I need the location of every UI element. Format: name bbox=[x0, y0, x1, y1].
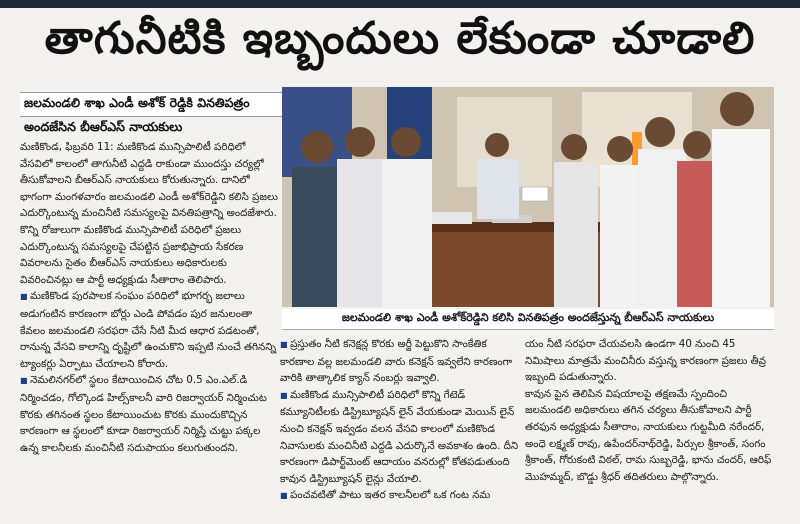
paragraph: ■ ప్రస్తుతం నీటి కనెక్షన్ల కొరకు అర్జీ పెట్టుకొని సాంకేతిక కారణాల వల్ల జలమండలి వారు కనెక్షన్ ఇవ్వలేని కారణంగా వారికి తాత్కాలిక క్యాన్ నంబర్లు ఇవ్వాలి. bbox=[280, 336, 522, 387]
article-column-3 bbox=[525, 336, 775, 521]
headline: తాగునీటికి ఇబ్బందులు లేకుండా చూడాలి bbox=[44, 13, 756, 64]
paragraph: ■ మణికొండ పురపాలక సంఘం పరిధిలో భూగర్భ జలాలు అడుగంటిన కారణంగా బోర్లు ఎండి పోవడం పుర జనులంతా కేవలం జలమండలి సరఫరా చేసే నీటి మీద ఆధార పడటంతో, రానున్న వేసవి కాలాన్ని దృష్టిలో ఉంచుకొని ఇప్పటి నుంచే తగినన్ని ట్యాంకర్లు ఏర్పాటు చేయాలని కోరారు. bbox=[20, 288, 278, 372]
subheading-2: అందజేసిన బీఆర్ఎస్ నాయకులు bbox=[24, 119, 183, 134]
photo-illustration bbox=[282, 87, 774, 307]
paragraph: కావున పైన తెలిపిన విషయాలపై తక్షణమే స్పందించి జలమండలి అధికారులు తగిన చర్యలు తీసుకోవాలని పార్టీ తరఫున అధ్యక్షుడు సీతారాం, నాయకులు గుట్టమీది నరేందర్, అంధె లక్ష్మణ్ రావు, ఉపేందర్‌నాథ్‌రెడ్డి, పిర్సుల శ్రీకాంత్, సంగం శ్రీకాంత్, గోరుకంటి విఠల్, రామ సుబ్బరెడ్డి, భాను చందర్, ఆరిఫ్ మొహమ్మద్, బొడ్డు శ్రీధర్ తదితరులు పాల్గొన్నారు. bbox=[525, 387, 772, 483]
paragraph: ■ పంచవటితో పాటు ఇతర కాలనీలలో ఒక గంట నమ bbox=[280, 487, 522, 505]
subheading-1: జలమండలి శాఖ ఎండీ అశోక్ రెడ్డికి వినతిపత్రం bbox=[20, 92, 290, 117]
paragraph: ■ మణికొండ మున్సిపాలిటీ పరిధిలో కొన్ని గేటెడ్ కమ్యూనిటీలకు డిస్ట్రిబ్యూషన్ లైన్ వేయకుండా మెయిన్ లైన్ నుంచి కనెక్షన్ ఇవ్వడం వలన వేసవి కాలంలో మణికొండ నివాసులకు మంచినీటి ఎద్దడి ఎదుర్కొనే అవకాశం ఉంది. దీని కారణంగా డిపార్ట్‌మెంట్ ఆదాయం వనరుల్లో కోతపడుతుంది కావున డిస్ట్రిబ్యూషన్ లైన్లు వేయాలి. bbox=[280, 387, 522, 488]
paragraph: మణికొండ, ఫిబ్రవరి 11: మణికొండ మున్సిపాలిటీ పరిధిలో వేసవిలో కాలంలో తాగునీటి ఎద్దడి రాకుండా ముందస్తు చర్యల్లో తీసుకోవాలని బీఆర్ఎస్ నాయకులు కోరుతున్నారు. దానిలో భాగంగా మంగళవారం జలమండలి ఎండీ అశోక్‌రెడ్డిని కలిసి ప్రజలు ఎదుర్కొంటున్న మంచినీటి సమస్యలపై వినతిపత్రాన్ని అందజేశారు. కొన్ని రోజులుగా మణికొండ మున్సిపాలిటీ పరిధిలో ప్రజలు ఎదుర్కొంటున్న సమస్యలపై చేపట్టిన ప్రజాభిప్రాయ సేకరణ వివరాలను సైతం బీఆర్ఎస్ నాయకులు అధికారులకు వివరించినట్లు ఆ పార్టీ అధ్యక్షుడు సీతారాం తెలిపారు. bbox=[20, 141, 278, 286]
news-photo bbox=[282, 87, 774, 307]
paragraph: యం నీటి సరఫరా చేయవలసి ఉండగా 40 నుంచి 45 నిమిషాలు మాత్రమే మంచినీరు వస్తున్న కారణంగా ప్రజలు తీవ్ర ఇబ్బంది పడుతున్నారు. bbox=[525, 338, 766, 384]
photo-caption: జలమండలి శాఖ ఎండీ అశోక్‌రెడ్డిని కలిసి వినతిపత్రం అందజేస్తున్న బీఆర్ఎస్ నాయకులు bbox=[282, 309, 774, 330]
top-rule bbox=[0, 0, 800, 8]
article-column-1 bbox=[20, 139, 278, 524]
paragraph: ■ నెమలినగర్‌లో స్థలం కేటాయించిన చోట 0.5 ఎం.ఎల్.డి నిర్మించడం, గోల్కొండ హిల్స్‌కాలనీ వారి రిజర్వాయర్ నిర్మించుట కొరకు తగినంత స్థలం కేటాయించుట కొరకు ముందుకొచ్చిన కారణంగా ఆ స్థలంలో కూడా రిజర్వాయర్ నిర్మిస్తే చుట్టు పక్కల ఉన్న కాలనీలకు మంచినీటి సదుపాయం కలుగుతుందని. bbox=[20, 372, 278, 456]
article-column-2 bbox=[280, 336, 522, 521]
